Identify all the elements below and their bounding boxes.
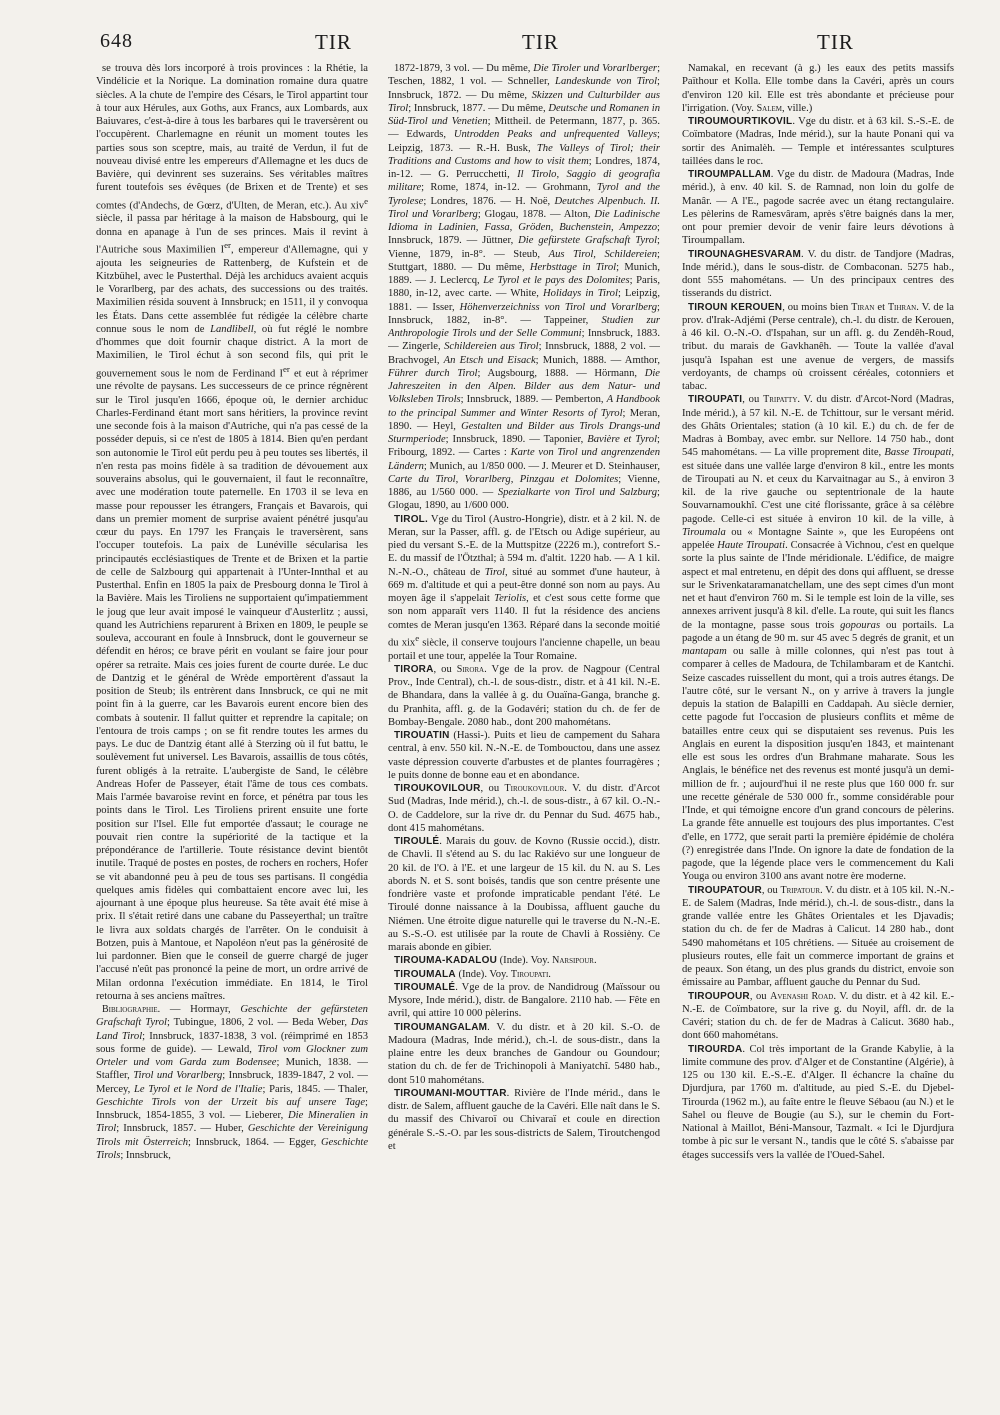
entry-headword: TIROUPATOUR — [688, 884, 762, 896]
article-paragraph — [388, 954, 660, 967]
text-run: (Inde). Voy. — [497, 955, 553, 967]
italic-title: Tirol und Vorarlberg — [133, 1070, 223, 1082]
text-run: 1872-1879, 3 vol. — Du même, — [394, 63, 534, 74]
italic-title: Tirol vom Glockner zum Orteler und vom Garda zum Bodensee — [96, 1043, 368, 1069]
text-run: . Marais du gouv. de Kovno (Russie occid.), distr. de Chavli. Il s'étend au S. du lac Rakiévo sur une longueur de 20 kil. de l'O. à l'E. et une largeur de 15 kil. du N. au S. Les abords N. et S. sont boisés, tandis que son centre présente une fondrière vaste et profonde impraticable pendant l'été. Le Tiroulé donne naissance à la Doubissa, affluent gauche du Niémen. Une étroite digue naturelle qui le traverse du N.-N.-E. au S.-S.-O. est utilisée par la route de Chavli à Rossièny. Ce marais abonde en gibier. — [388, 836, 660, 954]
text-run: ; Paris, 1845. — Thaler, — [262, 1083, 368, 1095]
text-run: et eut à réprimer une révolte de paysans. Les successeurs de ce prince régnèrent sur le Tirol jusqu'en 1666, époque où, le dernier archiduc Charles-Ferdinand étant mort sans héritiers, la province revint une seconde fois à la maison d'Autriche, qui n'a pas cessé de la posséder depuis, si ce n'est de 1805 à 1814. Bien qu'en perdant son autonomie le Tirol eût perdu peu à peu toutes ses libertés, il n'en resta pas moins fidèle à sa tradition de dévouement aux souverains absolus, qui le gouvernaient, il faut le reconnaître, avec une modération toute paternelle. En 1703 il se leva en masse pour repousser les étrangers, Français et Bavarois, qui dans un premier moment de surprise avaient pénétré jusqu'au cœur du pays. En 1797 les Français le traversèrent, sans l'occuper toutefois. La paix de Lunéville sécularisa les principautés ecclésiastiques de Trente et de Brixen et la partie de celle de Salzbourg qui appartenait à l'Unter-Innthal et au Pusterthal. Enfin en 1805 la paix de Presbourg donna le Tirol à la Bavière. Mais les Tiroliens ne supportaient qu'impatiemment le joug que leur avait imposé le vainqueur d'Austerlitz ; aussi, quand les Autrichiens reparurent à Brixen en 1809, le peuple se souleva, accourant en foule à Innsbruck, dont le gouverneur se défendit en héros; ce brave périt en voulant se faire jour pour opérer sa retraite. Mais ces joies furent de courte durée. Le duc de Dantzig et le général de Wrède emportèrent d'assaut la position de Steub; ils entrèrent dans Innsbruck, ce qui ne mit point fin à la guerre, car les Bavarois eurent encore bien des combats à soutenir. Il fallut quitter et reprendre la capitale; on l'entoura de trois camps ; on se fit rendre toutes les armes du pays. Le duc de Dantzig étant allé à Sterzing où il fut battu, le soulèvement fut universel. Les Bavarois, assaillis de tous côtés, furent obligés à la retraite. L'aubergiste de Sand, le célèbre Andreas Hofer de Passeyer, était l'âme de tous ces combats. Mais l'armée bavaroise revint en force, et pénétra par tous les points dans le Tirol. Les Tiroliens prirent ensuite une forte position sur l'Isel. Elle fut emportée d'assaut; le courage ne pouvait rien contre la supériorité de la tactique et la prépondérance de l'artillerie. Toute résistance devint bientôt inutile. Traqué de postes en postes, de rochers en rochers, Hofer se vit abandonné peu à peu de tous ses partisans. Il congédia quelques amis fidèles qui combattaient encore avec lui, les ajournant à une époque plus heureuse. Sa tête avait été mise à prix. Il s'était retiré dans une cabane du Passeyerthal; un traître le livra aux soldats chargés de l'arrêter. On le conduisit à Botzen, puis à Mantoue, et Napoléon n'eut pas la générosité de lui pardonner. Bien que le conseil de guerre chargé de juger l'accusé n'eût pas prononcé la peine de mort, un ordre arrivé de Milan ordonna l'exécution immédiate. En 1814, le Tirol retourna à ses anciens maîtres. — [96, 368, 368, 1002]
text-run: ; Glogau, 1890, au 1/600 000. — [388, 487, 660, 512]
text-run: , ou — [480, 783, 505, 795]
text-run: , situé au sommet d'une hauteur, à 669 m. d'altitude et qui a peut-être donné son nom au pays. Au moyen âge il s'appelait — [388, 566, 660, 604]
text-run: siècle, il passa par héritage à la maison de Habsbourg, qui le donna en apanage à l'un de ses princes. Mais il revint à l'Autriche sous Maximilien I — [96, 213, 368, 256]
text-run: et — [874, 301, 888, 313]
text-run: ; Stuttgart, 1880. — Du même, — [388, 248, 660, 273]
italic-title: mantapam — [682, 646, 727, 657]
entry-headword: TIROUMALÉ — [394, 981, 456, 993]
entry-headword: TIROUNAGHESVARAM — [688, 248, 802, 260]
text-run: ; Innsbruck, 1854-1855, 3 vol. — Lieberer, — [96, 1096, 368, 1122]
italic-title: Haute Tiroupati — [717, 540, 786, 551]
text-column-right — [682, 62, 954, 1404]
text-run: . V. du distr. et à 20 kil. S.-O. de Madoura (Madras, Inde mérid.), ch.-l. de sous-distr., dans la plaine entre les deux branches de Gandour ou Goundour; station du ch. de fer de Trichinopoli à Maniyatchî. 5480 hab., dont 510 mahométans. — [388, 1021, 660, 1086]
text-run: , ou — [749, 990, 771, 1002]
text-run: ; Londres, 1874, in-12. — G. Perrucchetti, — [388, 155, 660, 180]
italic-title: A Handbook to the principal Summer and Winter Resorts of Tyrol — [388, 394, 660, 419]
running-header — [100, 30, 970, 58]
small-caps-term: Avenashi Road — [770, 990, 834, 1002]
superscript: er — [282, 363, 290, 374]
superscript: e — [364, 195, 368, 206]
text-run: . V. du distr. et à 42 kil. E.-N.-E. de Coïmbatore, sur la rive g. du Noyil, affl. dr. de la Cavéri; station du ch. de fer de Madras à Calicut. 3680 hab., dont 660 mahométans. — [682, 990, 954, 1042]
italic-title: Geschichte der Vereinigung Tirols mit Österreich — [96, 1123, 368, 1148]
text-run: ; Innsbruck, 1839-1847, 2 vol. — Mercey, — [96, 1070, 368, 1095]
text-column-middle — [388, 62, 660, 1404]
italic-title: Höhenverzeichniss von Tirol und Vorarlberg — [459, 301, 658, 313]
text-run: , est située dans une vallée large d'environ 8 kil., entre les monts de Tiroupati au N. et ceux du Karvaitnagar au S., à environ 3 kil. de la rive gauche ou septentrionale de la haute Souvarnamoukhî. C'est une cité florissante, grâce à sa célèbre pagode. Celle-ci est située à environ 10 kil. de la ville, à — [682, 447, 954, 525]
text-run: ; Innsbruck, 1877. — Du même, — [408, 102, 549, 114]
italic-title: Studien zur Anthropologie Tirols und der Selle Communi — [388, 314, 660, 339]
text-run: ; Munich, 1889. — J. Leclercq, — [388, 261, 660, 286]
text-run: . V. du distr. d'Arcot Sud (Madras, Inde mérid.), ch.-l. de sous-distr., à 67 kil. O.-N.-O. de Caddelore, sur la rive dr. du Pennar du Sud. 4675 hab., dont 415 mahométans. — [388, 783, 660, 834]
italic-title: Teriolis — [494, 593, 527, 604]
article-paragraph — [682, 301, 954, 394]
entry-headword: TIROUMA-KADALOU — [394, 955, 497, 967]
text-run: ; Innsbruck, 1872. — Du même, — [388, 76, 660, 101]
italic-title: Le Tyrol et le Nord de l'Italie — [133, 1083, 263, 1095]
text-run: ; Meran, 1890. — Heyl, — [388, 407, 660, 432]
italic-title: Die Mineralien in Tirol — [96, 1110, 368, 1135]
text-run: (Hassi-). Puits et lieu de campement du Sahara central, à env. 550 kil. N.-N.-E. de Tombouctou, dans une assez vaste dépression couverte d'arbustes et de plantes fourragères ; le puits donne de bonne eau et en abondance. — [388, 730, 660, 781]
text-run: ; Leipzig, 1881. — Isser, — [388, 288, 660, 313]
text-run: . Vge du distr. et à 63 kil. S.-S.-E. de Coïmbatore (Madras, Inde mérid.), sur la haute Ponani qui va sortir des Animalèh. — Temple et intéressantes sculptures taillées dans le roc. — [682, 116, 954, 167]
italic-title: Schildereien aus Tirol — [444, 341, 539, 353]
article-paragraph — [388, 981, 660, 1021]
italic-title: Karte von Tirol und angrenzenden Ländern — [388, 447, 660, 472]
article-paragraph — [682, 168, 954, 248]
article-paragraph — [682, 248, 954, 301]
article-paragraph — [682, 1043, 954, 1162]
article-paragraph — [682, 884, 954, 990]
small-caps-term: Tiroupati — [510, 968, 549, 980]
running-head-left: TIR — [315, 30, 352, 54]
italic-title: Das Land Tirol — [96, 1017, 368, 1042]
text-run: . Consacrée à Vichnou, c'est en quelque sorte la plus sainte de l'Inde méridionale. L'édifice, de maigre aspect et mal entretenu, en dépit des dons qui affluent, se dresse sur le Srivenkataramanatchellam, une des sept cimes d'un mont net et haut d'environ 760 m. Si le temple est loin de la ville, ses annexes arrivent jusqu'à 8 kil. d'elle. La route, qui suit les flancs de la montagne, passe sous trois — [682, 540, 954, 631]
article-paragraph — [388, 782, 660, 835]
entry-headword: TIROUMANGALAM — [394, 1021, 488, 1033]
italic-title: The Valleys of Tirol; their Traditions and Customs and how to visit them — [388, 142, 660, 167]
italic-title: Il Tirolo, Saggio di geografia militare — [388, 169, 660, 194]
text-run: siècle, il conserve toujours l'ancienne chapelle, un beau portail et une tour, appelée la Tour Romaine. — [388, 637, 660, 662]
italic-title: Spezialkarte von Tirol und Salzburg — [497, 487, 658, 498]
entry-headword: TIROUMANI-MOUTTAR — [394, 1087, 507, 1099]
text-run: . Col très important de la Grande Kabylie, à la limite commune des prov. d'Alger et de Constantine (Algérie), à 125 ou 130 kil. E.-S.-E. d'Alger. Il échancre la chaîne du Djurdjura, par 1760 m. d'altitude, au pied S.-E. du Djebel-Tirourda (1962 m.), au faîte entre le fleuve Sébaou (au N.) et le Sahel ou fleuve de Bougie (au S.), sur le chemin du Fort-National à Maillot, Béni-Mansour, Tazmalt. « Ici le Djurdjura tombe à pic sur le versant N., tandis que le côté S. s'abaisse par étages successifs vers la vallée de l'Oued-Sahel. — [682, 1043, 954, 1161]
text-run: . Vge de la prov. de Nandidroug (Maïssour ou Mysore, Inde mérid.), distr. de Bangalore. 2110 hab. — Fête en avril, qui attire 10 000 pèlerins. — [388, 981, 660, 1020]
small-caps-term: Tiroukovilour — [504, 783, 565, 795]
italic-title: Geschichte Tirols von der Urzeit bis auf unsere Tage — [96, 1096, 366, 1108]
italic-title: An Etsch und Eisack — [443, 354, 536, 366]
text-run: ; Innsbruck, 1879. — Jüttner, — [388, 222, 660, 247]
text-run: ; Tubingue, 1806, 2 vol. — Beda Weber, — [167, 1017, 351, 1029]
running-head-right: TIR — [817, 30, 854, 54]
small-caps-term: Tihran — [887, 301, 917, 313]
small-caps-term: Tiran — [851, 301, 875, 313]
entry-headword: TIROUKOVILOUR — [394, 783, 481, 795]
text-run: . V. du distr. et à 105 kil. N.-N.-E. de Salem (Madras, Inde mérid.), ch.-l. de sous-distr., dans la grande vallée entre les Ghâtes Orientales et les Djavadis; station du ch. de fer de Madras à Calicut. 14 280 hab., dont 5490 mahométans et 105 chrétiens. — Située au croisement de plusieurs routes, elle fait un commerce important de grains et de peaux. Son étang, un des plus grands du district, envoie son émissaire au Pambar, affluent gauche du Pennar du Sud. — [682, 884, 954, 989]
article-paragraph — [388, 513, 660, 663]
text-run: ; Glogau, 1878. — Alton, — [477, 208, 595, 220]
italic-title: Deutsche und Romanen in Süd-Tirol und Venetien — [388, 102, 660, 127]
text-run: ; Innsbruck, 1883. — Zingerle, — [388, 328, 660, 353]
article-paragraph — [388, 62, 660, 513]
text-run: ; Innsbruck, 1888, 2 vol. — Brachvogel, — [388, 341, 660, 366]
entry-headword: TIRORA — [394, 663, 434, 675]
italic-title: Die Ladinische Idioma in Ladinien, Fassa, Gröden, Buchenstein, Ampezzo — [388, 208, 660, 233]
text-run: . Rivière de l'Inde mérid., dans le distr. de Salem, affluent gauche de la Cavéri. Elle naît dans le S. du massif des Chivaroï ou Chivaraï et coule en direction générale S.-S.-O. par les sous-districts de Salem, Tiroutchengod et — [388, 1087, 660, 1152]
italic-title: Die Jahreszeiten in den Alpen. Bilder aus dem Natur- und Volksleben Tirols — [388, 367, 660, 406]
text-run: ; Fribourg, 1892. — Cartes : — [388, 434, 660, 459]
entry-headword: TIROURDA — [688, 1043, 743, 1055]
entry-headword: TIROUPOUR — [688, 990, 750, 1002]
text-run: ; Augsbourg, 1888. — Hörmann, — [477, 367, 645, 379]
text-column-left — [96, 62, 368, 1404]
text-run: . — [548, 968, 551, 980]
small-caps-term: Tripatour — [780, 884, 821, 896]
italic-title: Die gefürstete Grafschaft Tyrol — [518, 235, 658, 247]
italic-title: Holidays in Tirol — [543, 288, 618, 300]
italic-title: Aus Tirol, Schildereien — [548, 248, 658, 260]
text-run: ; Vienne, 1879, in-8°. — Steub, — [388, 235, 660, 260]
running-head-middle: TIR — [522, 30, 559, 54]
small-caps-term: Bibliographie. — [102, 1004, 161, 1016]
text-run: ou « Montagne Sainte », que les Européens ont appelée — [682, 526, 954, 551]
text-run: ; Vienne, 1886, au 1/560 000. — — [388, 473, 660, 498]
italic-title: Basse Tiroupati — [884, 447, 952, 459]
text-run: ; Leipzig, 1873. — R.-H. Busk, — [388, 129, 660, 154]
text-run: ou portails. La pagode a un étang de 90 m. sur 45 avec 5 degrés de granit, et un — [682, 619, 954, 644]
entry-headword: TIROUPATI — [688, 394, 743, 406]
italic-title: Führer durch Tirol — [388, 367, 478, 379]
article-paragraph — [388, 1021, 660, 1087]
entry-headword: TIROL. — [394, 513, 428, 525]
article-paragraph — [388, 835, 660, 954]
text-run: , ou — [742, 394, 764, 406]
text-run: ; Rome, 1874, in-12. — Grohmann, — [421, 182, 597, 194]
entry-headword: TIROUMPALLAM — [688, 169, 771, 180]
entry-headword: TIROUMOURTIKOVIL — [688, 116, 793, 127]
article-paragraph — [388, 729, 660, 782]
text-run: ; Londres, 1876. — H. Noë, — [423, 195, 555, 207]
text-run: , ou moins bien — [782, 301, 852, 313]
text-run: ; Innsbruck, 1889. — Pemberton, — [460, 394, 607, 406]
text-run: ; Paris, 1880, in-12, avec carte. — White, — [388, 275, 660, 300]
text-run: — Hormayr, — [160, 1004, 241, 1016]
article-paragraph — [682, 393, 954, 883]
text-run: , où fut réglé le nombre d'hommes que doit fournir chaque district. A la mort de Maximilien, le Tirol échut à son second fils, qui prit le gouvernement sous le nom de Ferdinand I — [96, 323, 368, 380]
text-run: ; Munich, 1888. — Amthor, — [535, 354, 660, 366]
text-run: . Vge de la prov. de Nagpour (Central Prov., Inde Central), ch.-l. de sous-distr., distr. et à 41 kil. N.-E. de Bhandara, dans la vallée à g. du Ouaïna-Ganga, branche g. du Pranhita, affl. g. de la Godavéri; station du ch. de fer de Bombay-Bengale. 2080 hab., dont 200 mahométans. — [388, 663, 660, 728]
italic-title: Carte du Tirol, Vorarlberg, Pinzgau et Dolomites — [388, 473, 619, 485]
text-run: ; Innsbruck, 1864. — Egger, — [188, 1136, 321, 1148]
text-run: ou salle à mille colonnes, qui n'est pas tout à comparer à celles de Madoura, de Tchilambaram et de Kantchi. Seize cascades ruissellent du mont, qui a trois autres étangs. De l'autre côté, sur le versant N., on y arrive à travers la jungle depuis la station de Balapilli en Caddapah. Au siècle dernier, cette pagode fut l'occasion de plusieurs conflits et même de batailles entre ceux qui se disputaient ses revenus. Puis les Anglais en eurent la disposition jusqu'en 1843, et maintenant elle est sous les ordres d'un Brahmane maharate. Sous les Anglais, le bénéfice net des revenus est monté jusqu'à un demi-million de fr. ; aujourd'hui il ne reste plus que 160 000 fr. sur une recette générale de 530 000 fr., somme considérable pour l'Inde, et qui témoigne encore d'un grand concours de pèlerins. La grande fête annuelle est toujours des plus importantes. C'est d'elle, en 1772, que serait parti la première épidémie de choléra (?) enregistrée dans l'Inde. On ignore la date de fondation de la pagode, que la légende place vers le commencement du Kali Youga ou environ 3100 ans avant notre ère moderne. — [682, 646, 954, 883]
italic-title: Gestalten und Bilder aus Tirols Drangs-und Sturmperiode — [388, 420, 660, 445]
small-caps-term: Tripatty — [763, 394, 798, 406]
article-paragraph — [96, 62, 368, 1003]
entry-headword: TIROUATIN — [394, 730, 450, 742]
article-paragraph — [388, 968, 660, 981]
entry-headword: TIROUN KEROUEN — [688, 301, 783, 313]
text-run: , et c'est sous cette forme que son nom apparaît vers 1140. Il fut la résidence des anciens comtes de Meran jusqu'en 1363. Réparé dans la seconde moitié du xix — [388, 593, 660, 649]
text-run: ; Munich, 1838. — Staffler, — [96, 1057, 368, 1082]
text-run: (Inde). Voy. — [455, 968, 511, 980]
italic-title: Geschichte der gefürsteten Grafschaft Tyrol — [96, 1004, 368, 1029]
text-run: ; Innsbruck, 1890. — Taponier, — [445, 434, 588, 445]
italic-title: Bavière et Tyrol — [587, 434, 658, 445]
text-run: . V. du distr. d'Arcot-Nord (Madras, Inde mérid.), à 57 kil. N.-E. de Tchittour, sur le versant mérid. des Ghâts Orientales; station (à 10 kil. E.) du ch. de fer de Madras à Bombay, avec embr. sur Nellore. 14 750 hab., dont 545 mahométans. — La ville proprement dite, — [682, 394, 954, 459]
article-paragraph — [388, 1087, 660, 1153]
text-run: Namakal, en recevant (à g.) les eaux des petits massifs Païthour et Kolla. Elle tombe dans la Cavéri, après un cours d'environ 120 kil. Elle est très abondante et précieuse pour l'irrigation. (Voy. — [682, 63, 954, 114]
italic-title: Untrodden Peaks and unfrequented Valleys — [453, 129, 658, 141]
entry-headword: TIROUMALA — [394, 968, 456, 980]
small-caps-term: Salem — [756, 102, 782, 114]
text-run: ; Mittheil. de Petermann, 1877, p. 365. — Edwards, — [388, 116, 660, 141]
italic-title: Landlibell — [210, 323, 254, 335]
italic-title: Landeskunde von Tirol — [555, 76, 658, 88]
text-run: . V. du distr. de Tandjore (Madras, Inde mérid.), dans le sous-distr. de Combaconan. 5275 hab., dont 555 mahométans. — Un des principaux centres des tisserands du district. — [682, 248, 954, 300]
text-run: , ou — [433, 663, 457, 675]
article-paragraph — [388, 663, 660, 729]
article-paragraph — [682, 62, 954, 115]
text-run: ; Munich, au 1/850 000. — J. Meurer et D. Steinhauser, — [423, 460, 660, 472]
text-run: , empereur d'Allemagne, qui y ajouta les seigneuries de Rattenberg, de Kufstein et de Kitzbühel, avec le Pusterthal. Déjà les archiducs avaient acquis le Vorarlberg, par des achats, des successions ou des traités. Maximilien résida souvent à Innsbruck; en 1511, il y convoqua les États. Dans cette assemblée fut rédigée la célèbre charte connue sous le nom de — [96, 244, 368, 335]
article-paragraph — [96, 1003, 368, 1162]
italic-title: Tirol — [484, 566, 505, 578]
text-run: ; Innsbruck, 1837-1838, 3 vol. (réimprimé en 1853 sous forme de guide). — Lewald, — [96, 1030, 368, 1055]
text-run: ; Innsbruck, 1857. — Huber, — [116, 1123, 248, 1135]
text-run: Vge du Tirol (Austro-Hongrie), distr. et à 2 kil. N. de Meran, sur la Passer, affl. g. de l'Etsch ou Adige supérieur, au pied du versant S.-E. de la Muttspitze (2226 m.), contrefort S.-E. du massif de l'Ötzthal; à 594 m. d'altit. 1220 hab. — A 1 kil. N.-N.-O., château de — [388, 513, 660, 578]
text-run: se trouva dès lors incorporé à trois provinces : la Rhétie, la Vindélicie et la Norique. La domination romaine dura quatre siècles. A la chute de l'empire des Césars, le Tirol appartint tour à tour aux Hérules, aux Goths, aux Francs, aux Lombards, aux Baiuvares, c'est-à-dire à tous les barbares qui le traversèrent ou l'occupèrent. Charlemagne en réunit un moment toutes les parties sous son sceptre, mais, au traité de Verdun, il fut de nouveau divisé entre les empereurs d'Allemagne et les ducs de Bavière, qui devinrent ses suzerains. Ses véritables maîtres furent toutefois ses évêques (de Brixen et de Trente) et ses comtes (d'Andechs, de Gœrz, d'Ulten, de Meran, etc.). Au xiv — [96, 63, 368, 212]
italic-title: Tiroumala — [682, 526, 726, 538]
italic-title: Le Tyrol et le pays des Dolomites — [483, 275, 630, 286]
small-caps-term: Narsipour — [552, 955, 594, 967]
entry-headword: TIROULÉ — [394, 836, 440, 848]
text-run: ; Teschen, 1882, 1 vol. — Schneller, — [388, 63, 660, 88]
italic-title: Skizzen und Culturbilder aus Tirol — [388, 89, 660, 114]
text-run: . — [593, 955, 597, 967]
italic-title: Tyrol and the Tyrolese — [388, 182, 660, 207]
italic-title: Deutches Alpenbuch. II. Tirol und Vorarlberg — [388, 195, 660, 220]
superscript: er — [224, 239, 231, 250]
article-paragraph — [682, 115, 954, 168]
italic-title: gopouras — [840, 619, 881, 631]
text-run: ; Innsbruck, — [120, 1149, 171, 1161]
text-run: , ou — [761, 884, 781, 896]
text-run: ; Innsbruck, 1882, in-8°. — Tappeiner, — [388, 301, 660, 326]
superscript: e — [415, 632, 420, 643]
text-run: , ville.) — [782, 102, 813, 114]
article-paragraph — [682, 990, 954, 1043]
italic-title: Geschichte Tirols — [96, 1136, 368, 1161]
text-run: . Vge du distr. de Madoura (Madras, Inde mérid.), à env. 40 kil. S. de Ramnad, non loin du golfe de Manâr. — A l'E., pagode sacrée avec un étang rectangulaire. Les pèlerins de Ramesvâram, après s'être baignés dans la mer, ont pour premier devoir de venir faire leurs dévotions à Tiroumpallam. — [682, 169, 954, 247]
small-caps-term: Sirora — [456, 663, 485, 675]
italic-title: Herbsttage in Tirol — [529, 261, 617, 273]
italic-title: Die Tiroler und Vorarlberger — [533, 63, 658, 74]
text-run: . V. de la prov. d'Irak-Adjémi (Perse centrale), ch.-l. du distr. de Kerouen, à 46 kil. O.-N.-O. d'Ispahan, sur un affl. g. du Zendêh-Roud, tribut. du marais de Gavkhanêh. — Toute la vallée d'aval jusqu'à Ispahan est une avenue de vergers, de massifs verdoyants, de champs où croissent céréales, cotonniers et tabac. — [682, 301, 954, 392]
page-number: 648 — [100, 30, 133, 52]
